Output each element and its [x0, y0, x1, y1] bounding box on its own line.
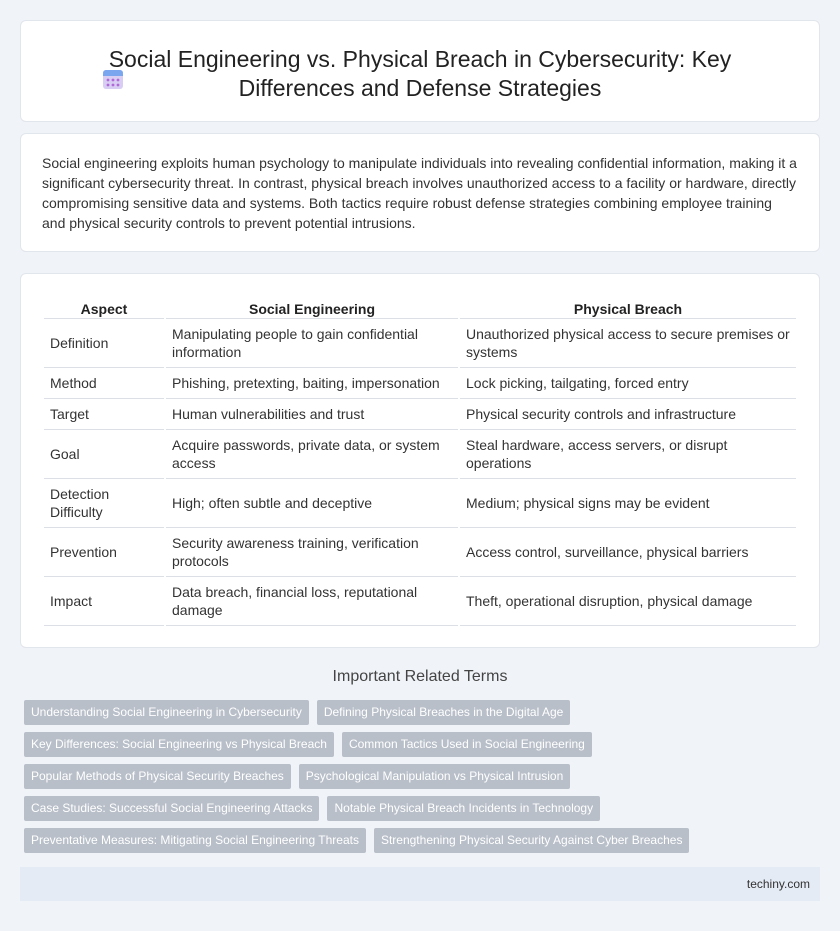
related-term-link[interactable]: Defining Physical Breaches in the Digital Age	[317, 700, 570, 725]
tag-row	[24, 796, 820, 828]
table-row	[44, 399, 796, 430]
table-cell: Phishing, pretexting, baiting, impersonation	[166, 368, 458, 399]
comparison-card	[20, 273, 820, 648]
comparison-table	[42, 296, 798, 626]
table-cell: Definition	[44, 319, 164, 368]
related-terms-heading: Important Related Terms	[332, 668, 508, 685]
related-term-link[interactable]: Key Differences: Social Engineering vs Physical Breach	[24, 732, 334, 757]
table-cell: Steal hardware, access servers, or disrupt operations	[460, 430, 796, 479]
related-term-link[interactable]: Strengthening Physical Security Against Cyber Breaches	[374, 828, 690, 853]
table-cell: Physical security controls and infrastructure	[460, 399, 796, 430]
related-term-link[interactable]: Case Studies: Successful Social Engineering Attacks	[24, 796, 319, 821]
table-cell: Security awareness training, verification protocols	[166, 528, 458, 577]
tag-row	[24, 764, 820, 796]
table-cell: Medium; physical signs may be evident	[460, 479, 796, 528]
related-term-link[interactable]: Notable Physical Breach Incidents in Technology	[327, 796, 600, 821]
table-row	[44, 479, 796, 528]
table-header-aspect: Aspect	[44, 296, 164, 319]
table-cell: Access control, surveillance, physical barriers	[460, 528, 796, 577]
related-terms-list	[24, 700, 820, 860]
tag-row	[24, 700, 820, 732]
tag-row	[24, 732, 820, 764]
table-cell: Human vulnerabilities and trust	[166, 399, 458, 430]
tag-row	[24, 828, 820, 860]
table-cell: Method	[44, 368, 164, 399]
table-cell: Impact	[44, 577, 164, 626]
table-cell: Prevention	[44, 528, 164, 577]
table-cell: Detection Difficulty	[44, 479, 164, 528]
related-term-link[interactable]: Common Tactics Used in Social Engineering	[342, 732, 592, 757]
intro-text: Social engineering exploits human psychology to manipulate individuals into revealing confidential information, making it a significant cybersecurity threat. In contrast, physical breach involves unauthorized access to a facility or hardware, directly compromising sensitive data and systems. Both tactics require robust defense strategies combining employee training and physical security controls to prevent potential intrusions.	[42, 155, 797, 231]
table-cell: Data breach, financial loss, reputational damage	[166, 577, 458, 626]
table-cell: Manipulating people to gain confidential information	[166, 319, 458, 368]
related-term-link[interactable]: Understanding Social Engineering in Cybersecurity	[24, 700, 309, 725]
table-header-physical-breach: Physical Breach	[460, 296, 796, 319]
table-cell: Acquire passwords, private data, or system access	[166, 430, 458, 479]
table-cell: Lock picking, tailgating, forced entry	[460, 368, 796, 399]
table-cell: Target	[44, 399, 164, 430]
table-row	[44, 577, 796, 626]
table-row	[44, 430, 796, 479]
table-row	[44, 528, 796, 577]
footer	[20, 867, 820, 901]
intro-card	[20, 133, 820, 252]
related-term-link[interactable]: Popular Methods of Physical Security Breaches	[24, 764, 291, 789]
title-card	[20, 20, 820, 122]
related-term-link[interactable]: Preventative Measures: Mitigating Social Engineering Threats	[24, 828, 366, 853]
footer-site-link[interactable]: techiny.com	[746, 877, 810, 891]
table-row	[44, 368, 796, 399]
table-cell: Goal	[44, 430, 164, 479]
table-header-social-engineering: Social Engineering	[166, 296, 458, 319]
table-row	[44, 319, 796, 368]
table-cell: High; often subtle and deceptive	[166, 479, 458, 528]
page-title: Social Engineering vs. Physical Breach in Cybersecurity: Key Differences and Defense Strategies	[108, 46, 732, 101]
table-cell: Unauthorized physical access to secure premises or systems	[460, 319, 796, 368]
related-term-link[interactable]: Psychological Manipulation vs Physical Intrusion	[299, 764, 570, 789]
table-cell: Theft, operational disruption, physical damage	[460, 577, 796, 626]
